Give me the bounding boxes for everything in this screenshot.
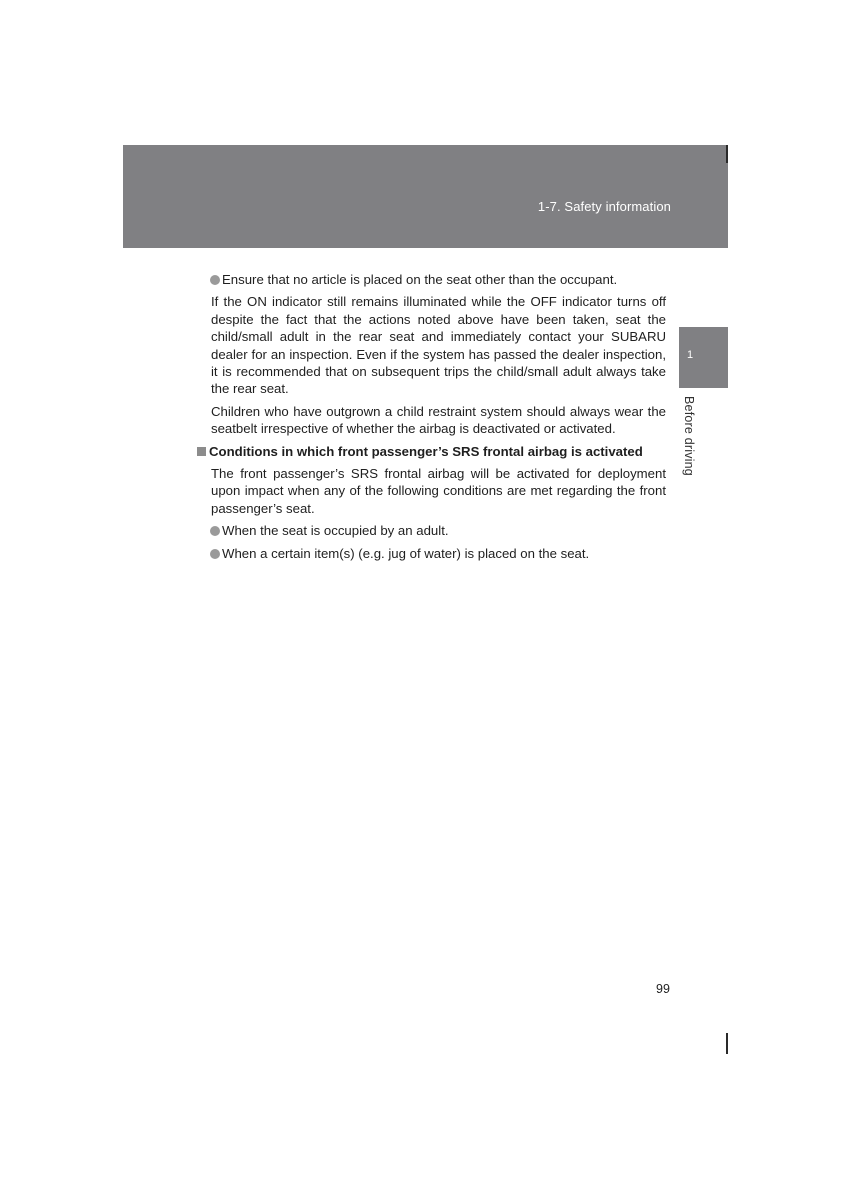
bullet-item — [210, 522, 666, 539]
page-number: 99 — [656, 982, 670, 996]
bullet-text: When a certain item(s) (e.g. jug of water) is placed on the seat. — [222, 545, 590, 561]
bullet-dot-icon — [210, 526, 220, 536]
section-heading — [197, 443, 666, 460]
square-bullet-icon — [197, 447, 206, 456]
bullet-item — [210, 271, 666, 288]
bullet-dot-icon — [210, 275, 220, 285]
heading-text: Conditions in which front passenger’s SRS frontal airbag is activated — [209, 443, 643, 459]
crop-mark-top — [726, 145, 728, 163]
paragraph: Children who have outgrown a child restraint system should always wear the seatbelt irrespective of whether the airbag is deactivated or activated. — [211, 403, 666, 437]
bullet-text: When the seat is occupied by an adult. — [222, 523, 449, 539]
crop-mark-bottom — [726, 1033, 728, 1054]
header-band — [123, 145, 728, 248]
paragraph: The front passenger’s SRS frontal airbag will be activated for deployment upon impact when any of the following conditions are met regarding the front passenger’s seat. — [211, 466, 666, 516]
chapter-label: Before driving — [682, 396, 696, 476]
bullet-text: Ensure that no article is placed on the seat other than the occupant. — [222, 272, 618, 287]
chapter-tab — [679, 327, 728, 388]
bullet-item — [210, 545, 666, 562]
bullet-dot-icon — [210, 549, 220, 559]
chapter-number: 1 — [687, 349, 694, 361]
section-title: 1-7. Safety information — [537, 199, 671, 214]
main-content — [197, 271, 666, 567]
paragraph: If the ON indicator still remains illuminated while the OFF indicator turns off despite the fact that the actions noted above have been taken, seat the child/small adult in the rear seat and immediately contact your SUBARU dealer for an inspection. Even if the system has passed the dealer inspection, it is recommended that on subsequent trips the child/small adult always take the rear seat. — [211, 294, 666, 397]
